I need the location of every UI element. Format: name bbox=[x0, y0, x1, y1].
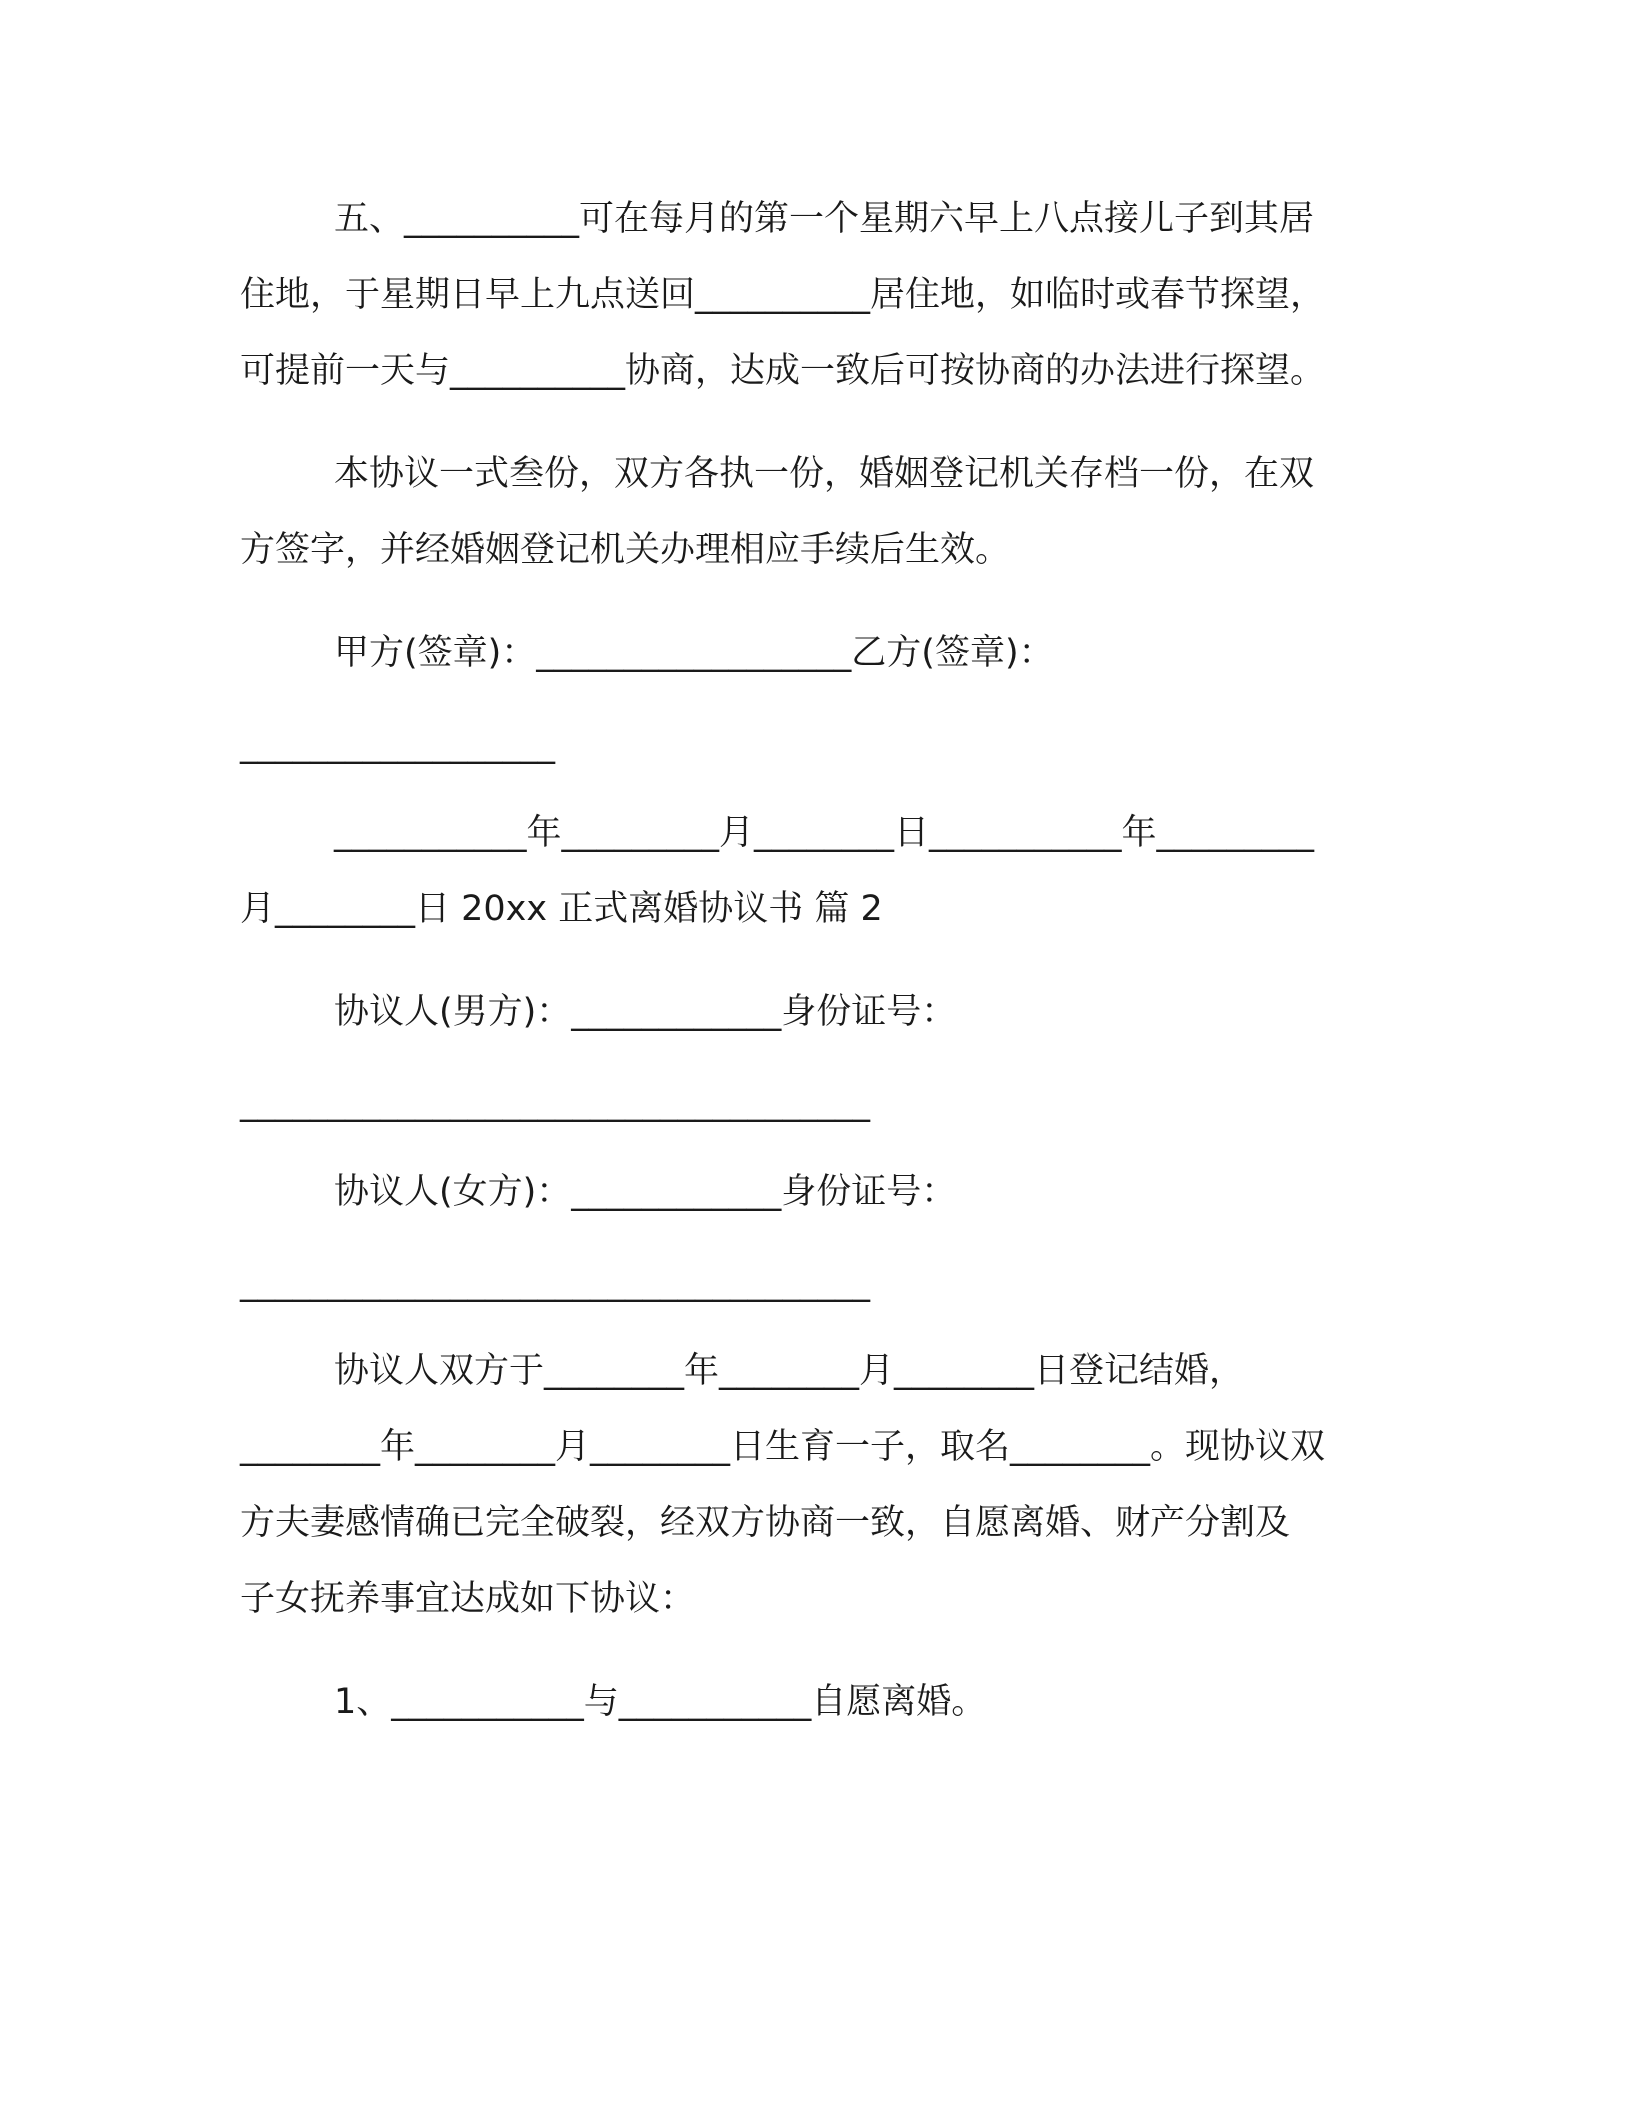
paragraph-line: 协议人双方于________年________月________日登记结婚， bbox=[334, 1351, 1245, 1391]
signature-blank: __________________ bbox=[240, 725, 555, 765]
paragraph-line: 方夫妻感情确已完全破裂，经双方协商一致，自愿离婚、财产分割及 bbox=[240, 1503, 1291, 1543]
paragraph-line: 子女抚养事宜达成如下协议： bbox=[240, 1579, 696, 1619]
clause-line: 1、___________与___________自愿离婚。 bbox=[334, 1682, 987, 1722]
party-female-line: 协议人(女方)：____________身份证号： bbox=[334, 1172, 957, 1212]
paragraph-line: ________年________月________日生育一子，取名________。现协议双 bbox=[240, 1427, 1326, 1467]
paragraph-line: 住地，于星期日早上九点送回__________居住地，如临时或春节探望， bbox=[240, 275, 1326, 315]
party-male-line: 协议人(男方)：____________身份证号： bbox=[334, 992, 957, 1032]
section-heading: 月________日 20xx 正式离婚协议书 篇 2 bbox=[240, 889, 883, 929]
paragraph-line: 本协议一式叁份，双方各执一份，婚姻登记机关存档一份，在双 bbox=[334, 454, 1315, 494]
signature-line: 甲方(签章)：__________________乙方(签章)： bbox=[334, 633, 1054, 673]
date-line: ___________年_________月________日___________年_________ bbox=[334, 813, 1315, 853]
id-number-blank: ____________________________________ bbox=[240, 1263, 870, 1303]
id-number-blank: ____________________________________ bbox=[240, 1083, 870, 1123]
paragraph-line: 方签字，并经婚姻登记机关办理相应手续后生效。 bbox=[240, 530, 1011, 570]
paragraph-line: 五、__________可在每月的第一个星期六早上八点接儿子到其居 bbox=[334, 199, 1315, 239]
paragraph-line: 可提前一天与__________协商，达成一致后可按协商的办法进行探望。 bbox=[240, 351, 1326, 391]
